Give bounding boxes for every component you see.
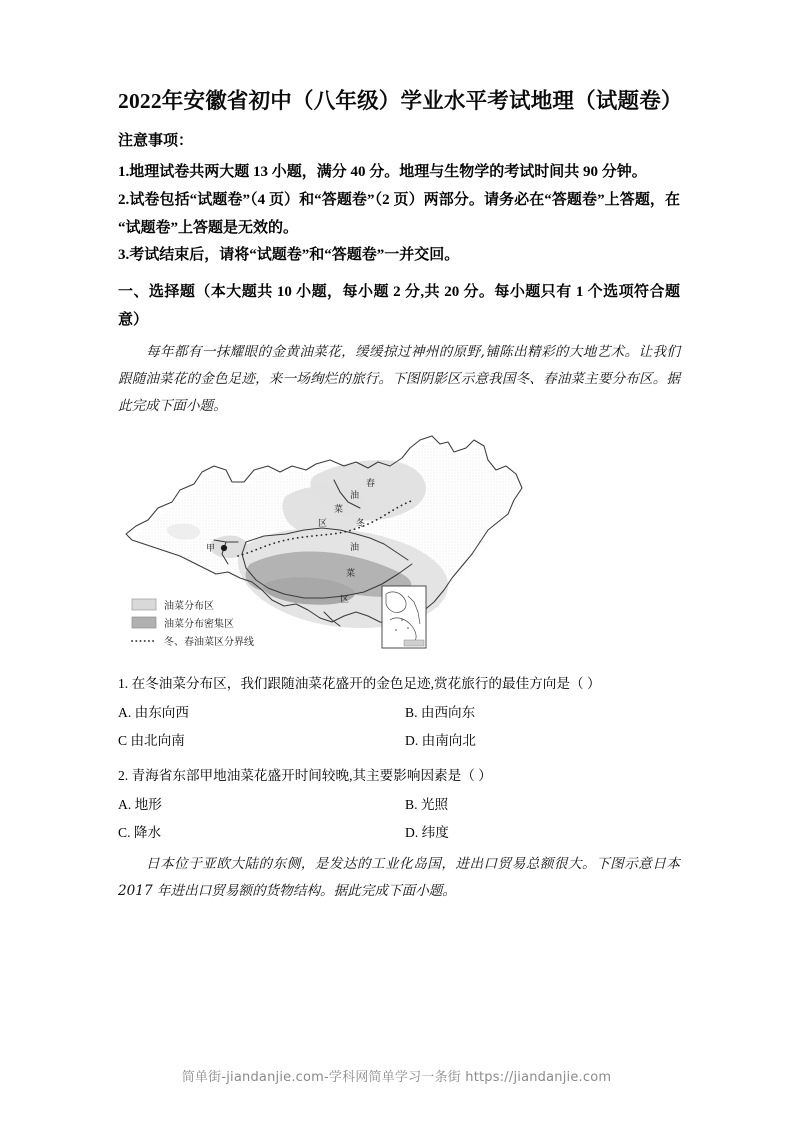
footer-watermark: 简单街-jiandanjie.com-学科网简单学习一条街 https://jiandanjie.com [181, 1070, 612, 1085]
page-title: 2022年安徽省初中（八年级）学业水平考试地理（试题卷） [118, 89, 683, 113]
question-1-option-d[interactable]: D. 由南向北 [405, 732, 476, 748]
svg-text:春: 春 [366, 478, 376, 489]
question-2-option-a[interactable]: A. 地形 [118, 796, 162, 812]
question-1-option-c[interactable]: C 由北向南 [118, 732, 185, 748]
section-heading-one: 一、选择题（本大题共 10 小题，每小题 2 分,共 20 分。每小题只有 1 个选项符合题意） [118, 284, 680, 328]
page-content [118, 88, 683, 905]
notice-block [118, 130, 680, 270]
question-2 [118, 764, 680, 846]
svg-text:菜: 菜 [346, 568, 356, 579]
legend-label-boundary: 冬、春油菜区分界线 [164, 637, 254, 649]
map-label-jia: 甲 [206, 543, 216, 554]
question-2-option-b[interactable]: B. 光照 [405, 796, 449, 812]
china-map-svg [118, 430, 680, 662]
question-2-option-d[interactable]: D. 纬度 [405, 824, 449, 840]
notice-heading: 注意事项： [118, 132, 194, 149]
svg-text:区: 区 [340, 594, 350, 605]
figure-china-rapeseed-map [118, 430, 680, 662]
question-1-option-a[interactable]: A. 由东向西 [118, 704, 189, 720]
question-1-option-b[interactable]: B. 由西向东 [405, 704, 476, 720]
south-china-sea-inset [382, 586, 426, 648]
passage-rapeseed: 每年都有一抹耀眼的金黄油菜花，缓缓掠过神州的原野,铺陈出精彩的大地艺术。让我们跟随油菜花的金色足迹，来一场绚烂的旅行。下图阴影区示意我国冬、春油菜主要分布区。据此完成下面小题。 [118, 343, 680, 415]
question-2-stem: 2. 青海省东部甲地油菜花盛开时间较晚,其主要影响因素是（ ） [118, 768, 492, 784]
svg-text:油: 油 [350, 490, 360, 501]
svg-text:油: 油 [350, 542, 360, 553]
svg-text:冬: 冬 [356, 518, 366, 529]
notice-item-3: 3.考试结束后，请将“试题卷”和“答题卷”一并交回。 [118, 247, 460, 264]
notice-item-2: 2.试卷包括“试题卷”（4 页）和“答题卷”（2 页）两部分。请务必在“答题卷”上答题，在“试题卷”上答题是无效的。 [118, 191, 680, 236]
map-legend [132, 599, 254, 648]
question-1-options [118, 699, 680, 755]
question-1-stem: 1. 在冬油菜分布区，我们跟随油菜花盛开的金色足迹,赏花旅行的最佳方向是（ ） [118, 676, 601, 692]
svg-text:区: 区 [318, 518, 328, 529]
question-2-options [118, 791, 680, 847]
legend-label-dense: 油菜分布密集区 [164, 619, 234, 631]
legend-label-distribution: 油菜分布区 [164, 601, 214, 613]
notice-item-1: 1.地理试卷共两大题 13 小题，满分 40 分。地理与生物学的考试时间共 90 分钟。 [118, 164, 647, 181]
question-1 [118, 672, 680, 754]
question-2-option-c[interactable]: C. 降水 [118, 824, 162, 840]
passage-japan: 日本位于亚欧大陆的东侧，是发达的工业化岛国，进出口贸易总额很大。下图示意日本 2017 年进出口贸易额的货物结构。据此完成下面小题。 [118, 855, 680, 899]
svg-text:菜: 菜 [334, 504, 344, 515]
